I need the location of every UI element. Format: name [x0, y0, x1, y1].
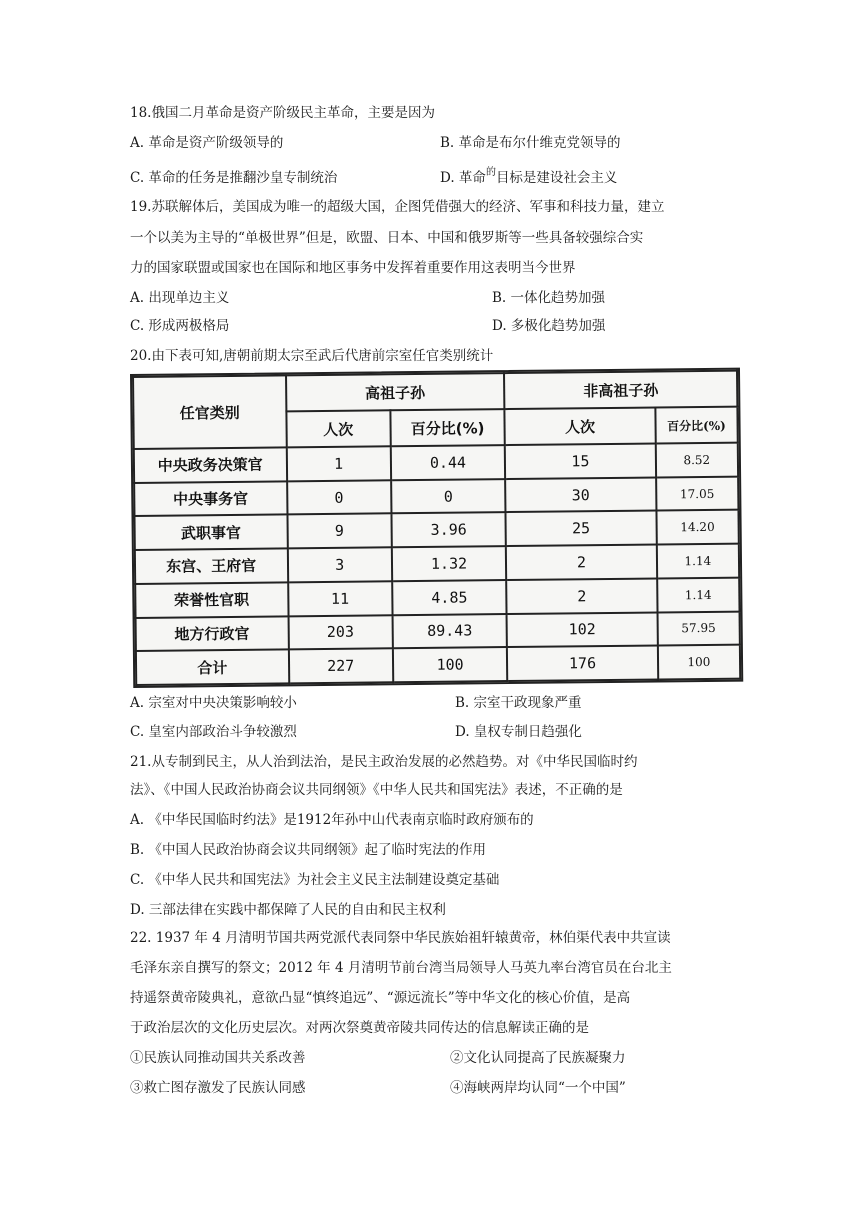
row-g1-count: 11 [288, 581, 393, 616]
table-header-g2-pct: 百分比(%) [655, 407, 738, 444]
row-g2-pct: 100 [658, 645, 741, 680]
q19-stem-line2: 一个以美为主导的“单极世界”但是，欧盟、日本、中国和俄罗斯等一些具备较强综合实 [130, 230, 644, 246]
q20-option-a: A. 宗室对中央决策影响较小 [130, 695, 297, 711]
row-g1-pct: 89.43 [392, 614, 507, 649]
row-g1-count: 1 [286, 446, 391, 481]
row-g2-count: 15 [505, 444, 656, 479]
row-g1-pct: 0 [391, 479, 506, 514]
row-g2-pct: 14.20 [656, 510, 739, 545]
row-name: 地方行政官 [136, 616, 289, 651]
row-g1-count: 227 [288, 648, 393, 683]
row-g1-pct: 100 [393, 647, 508, 682]
q22-stem-line3: 持遥祭黄帝陵典礼，意欲凸显“慎终追远”、“源远流长”等中华文化的核心价值，是高 [130, 990, 631, 1006]
q20-option-d: D. 皇权专制日趋强化 [455, 724, 582, 740]
q22-option-4: ④海峡两岸均认同“一个中国” [450, 1080, 626, 1096]
row-g1-count: 9 [287, 514, 392, 549]
row-name: 合计 [136, 650, 289, 685]
q18-option-a: A. 革命是资产阶级领导的 [130, 135, 284, 151]
q22-option-2: ②文化认同提高了民族凝聚力 [450, 1050, 626, 1066]
q19-stem-line3: 力的国家联盟或国家也在国际和地区事务中发挥着重要作用这表明当今世界 [130, 260, 576, 276]
q20-table [132, 370, 741, 686]
row-g2-pct: 17.05 [656, 476, 739, 511]
table-header-g1-count: 人次 [286, 410, 391, 447]
q22-option-1: ①民族认同推动国共关系改善 [130, 1050, 306, 1066]
q21-option-a: A. 《中华民国临时约法》是1912年孙中山代表南京临时政府颁布的 [130, 812, 534, 828]
table-header-group2: 非高祖子孙 [504, 371, 737, 409]
row-g2-pct: 8.52 [655, 443, 738, 478]
row-g1-count: 203 [288, 615, 393, 650]
q21-option-d: D. 三部法律在实践中都保障了人民的自由和民主权利 [130, 902, 446, 918]
q21-stem-line1: 21.从专制到民主，从人治到法治，是民主政治发展的必然趋势。对《中华民国临时约 [130, 754, 638, 770]
row-g2-count: 2 [506, 578, 657, 613]
row-g1-pct: 1.32 [392, 546, 507, 581]
row-name: 中央政务决策官 [134, 447, 287, 482]
row-g2-pct: 1.14 [657, 577, 740, 612]
q20-stem: 20.由下表可知,唐朝前期太宗至武后代唐前宗室任官类别统计 [130, 348, 494, 364]
table-header-group1: 高祖子孙 [286, 373, 505, 411]
q22-stem-line2: 毛泽东亲自撰写的祭文；2012 年 4 月清明节前台湾当局领导人马英九率台湾官员在台北主 [130, 960, 672, 976]
q21-option-c: C. 《中华人民共和国宪法》为社会主义民主法制建设奠定基础 [130, 872, 500, 888]
q21-option-b: B. 《中国人民政治协商会议共同纲领》起了临时宪法的作用 [130, 842, 487, 858]
row-g2-count: 102 [507, 612, 658, 647]
q20-table-image [130, 368, 743, 688]
row-g2-count: 30 [505, 477, 656, 512]
row-g2-pct: 1.14 [657, 544, 740, 579]
q20-option-c: C. 皇室内部政治斗争较激烈 [130, 724, 297, 740]
q22-stem-line1: 22. 1937 年 4 月清明节国共两党派代表同祭中华民族始祖轩辕黄帝，林伯渠代表中共宣读 [130, 930, 671, 946]
q18-option-d: D. 革命$^的$目标是建设社会主义 [440, 167, 618, 186]
q19-option-d: D. 多极化趋势加强 [492, 318, 606, 334]
row-g1-count: 3 [287, 547, 392, 582]
row-name: 荣誉性官职 [135, 582, 288, 617]
q19-option-a: A. 出现单边主义 [130, 290, 230, 306]
q18-stem: 18.俄国二月革命是资产阶级民主革命，主要是因为 [130, 105, 435, 121]
row-g1-pct: 4.85 [392, 580, 507, 615]
q20-option-b: B. 宗室干政现象严重 [455, 695, 582, 711]
q19-option-b: B. 一体化趋势加强 [492, 290, 606, 306]
row-name: 武职事官 [134, 515, 287, 550]
q21-stem-line2: 法》、《中国人民政治协商会议共同纲领》《中华人民共和国宪法》表述，不正确的是 [130, 782, 623, 798]
row-g1-pct: 0.44 [391, 445, 506, 480]
table-header-g2-count: 人次 [505, 408, 656, 446]
row-g1-count: 0 [287, 480, 392, 515]
table-row-total [136, 645, 740, 685]
row-g2-pct: 57.95 [657, 611, 740, 646]
row-g2-count: 2 [506, 545, 657, 580]
q22-stem-line4: 于政治层次的文化历史层次。对两次祭奠黄帝陵共同传达的信息解读正确的是 [130, 1020, 589, 1036]
q18-option-c: C. 革命的任务是推翻沙皇专制统治 [130, 170, 338, 186]
table-header-g1-pct: 百分比(%) [390, 409, 505, 446]
row-g2-count: 176 [507, 646, 658, 681]
q19-option-c: C. 形成两极格局 [130, 318, 230, 334]
q19-stem-line1: 19.苏联解体后，美国成为唯一的超级大国，企图凭借强大的经济、军事和科技力量，建立 [130, 199, 665, 215]
row-g1-pct: 3.96 [391, 512, 506, 547]
q18-option-b: B. 革命是布尔什维克党领导的 [440, 135, 621, 151]
row-name: 中央事务官 [134, 481, 287, 516]
row-name: 东宫、王府官 [135, 548, 288, 583]
row-g2-count: 25 [506, 511, 657, 546]
q22-option-3: ③救亡图存激发了民族认同感 [130, 1080, 306, 1096]
table-header-category: 任官类别 [133, 375, 286, 449]
